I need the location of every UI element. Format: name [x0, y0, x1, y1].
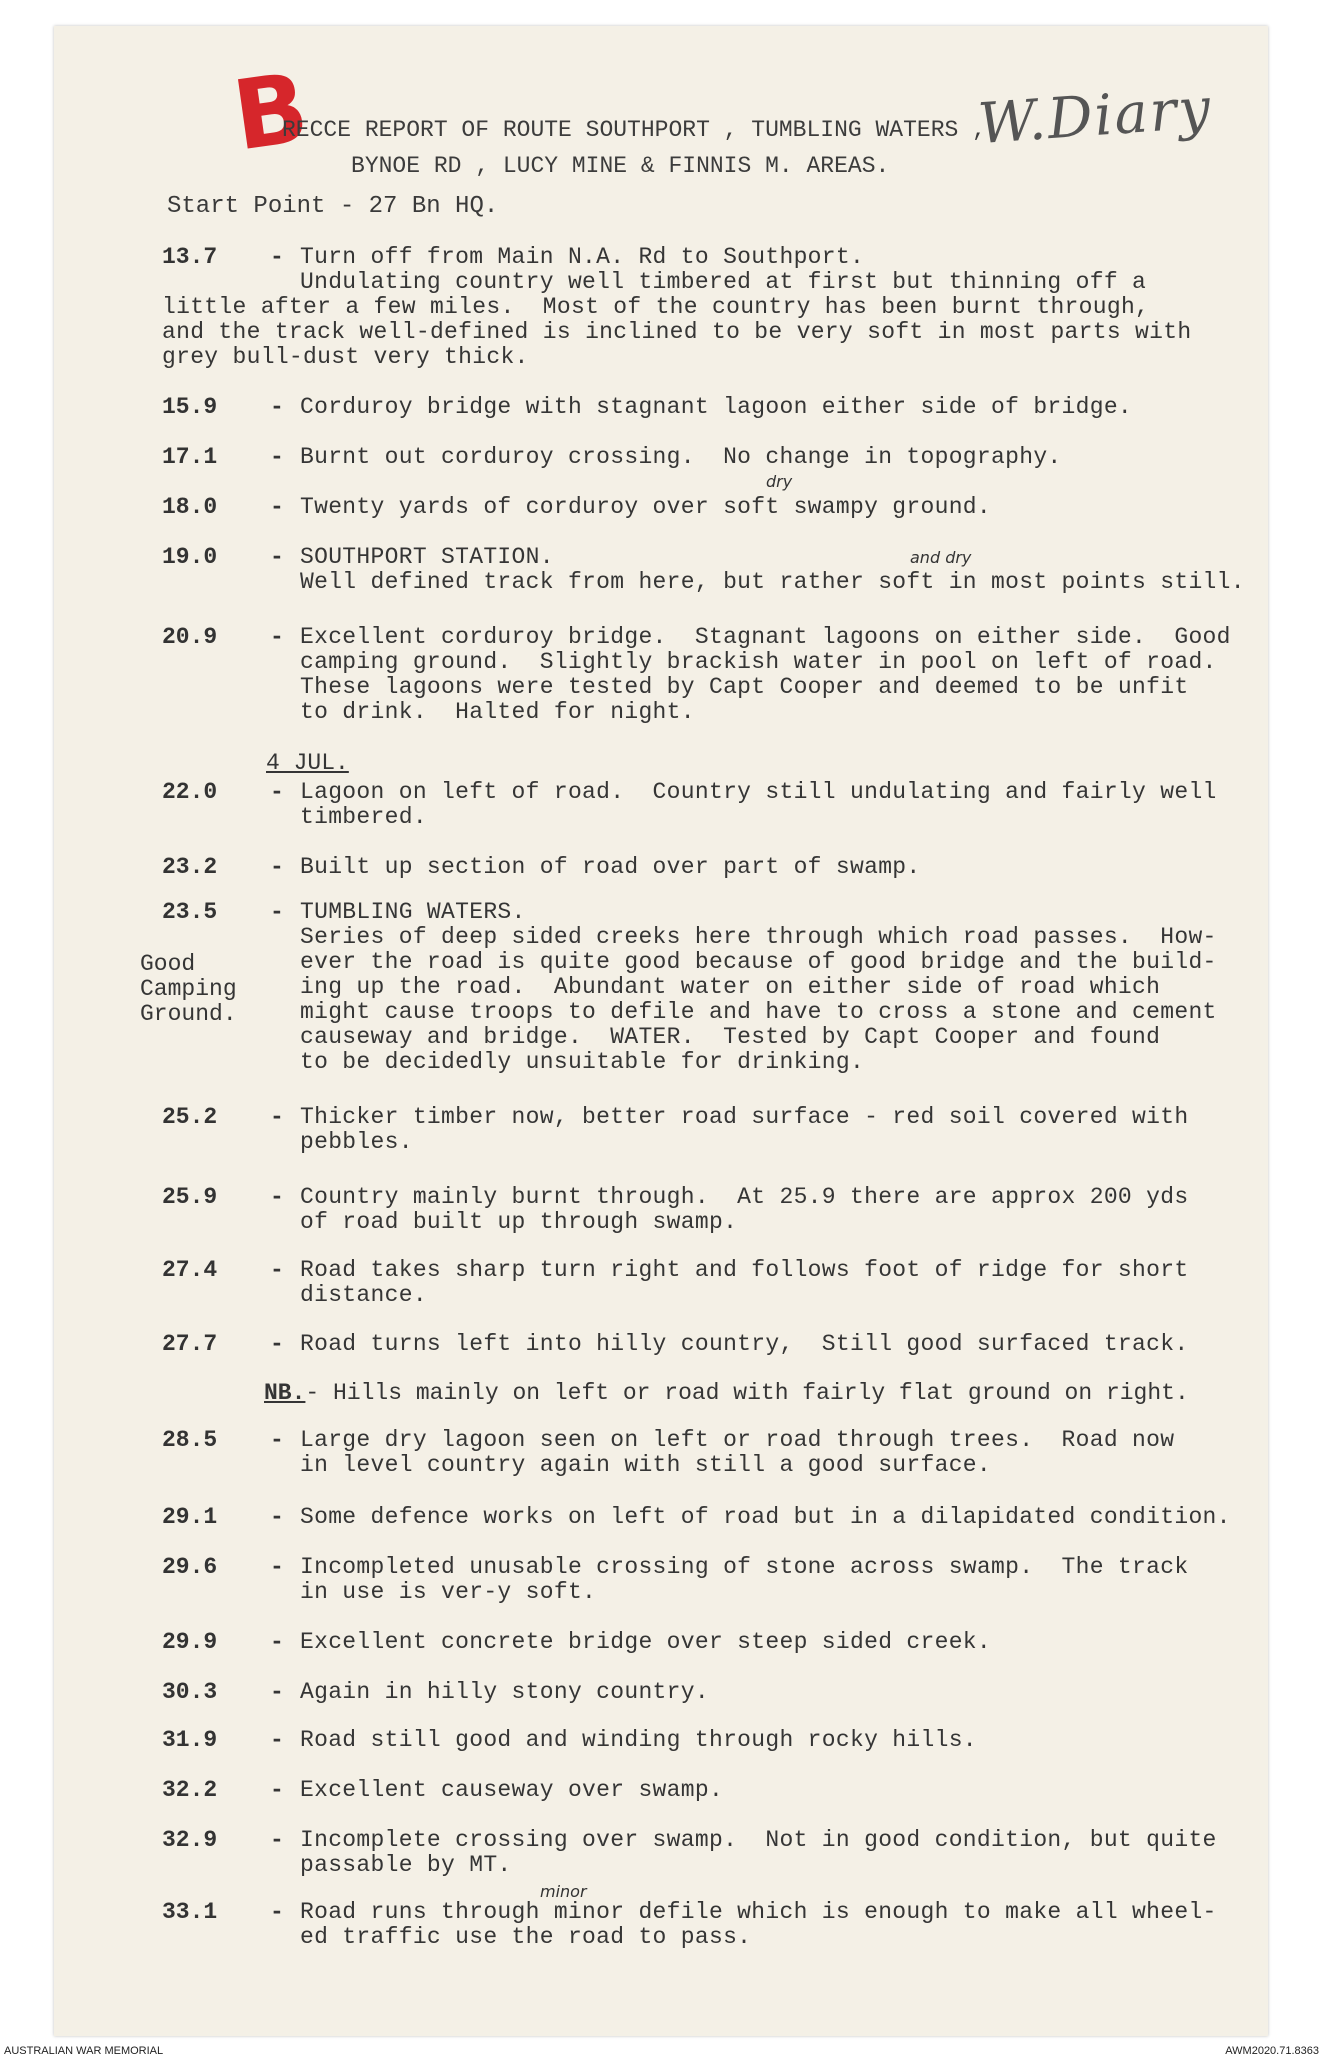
entry-text	[300, 1680, 1252, 1705]
entry-text	[300, 445, 1252, 470]
entry-mileage: 25.9	[162, 1184, 218, 1210]
entry-line: of road built up through swamp.	[300, 1209, 738, 1235]
entry-dash: -	[270, 1184, 284, 1210]
report-entry	[162, 1630, 1252, 1655]
entry-line: might cause troops to defile and have to cross a stone and cement	[300, 999, 1217, 1025]
entry-dash: -	[270, 1554, 284, 1580]
report-entry	[162, 1105, 1252, 1155]
entry-mileage: 27.4	[162, 1257, 218, 1283]
entry-mileage: 13.7	[162, 244, 218, 270]
entry-mileage: 23.5	[162, 899, 218, 925]
entry-text	[300, 855, 1252, 880]
entry-line: Well defined track from here, but rather soft in most points still.	[300, 569, 1245, 595]
entry-line: SOUTHPORT STATION.	[300, 544, 554, 570]
entry-mileage: 25.2	[162, 1104, 218, 1130]
entry-mileage: 27.7	[162, 1331, 218, 1357]
nb-text: - Hills mainly on left or road with fairly flat ground on right.	[305, 1380, 1189, 1406]
entry-line: Excellent concrete bridge over steep sided creek.	[300, 1629, 992, 1655]
entry-line: Road takes sharp turn right and follows foot of ridge for short	[300, 1257, 1189, 1283]
entry-text	[300, 545, 1252, 595]
entry-line: to be decidedly unsuitable for drinking.	[300, 1049, 865, 1075]
entry-text	[300, 1185, 1252, 1235]
entry-line: Turn off from Main N.A. Rd to Southport.	[300, 244, 865, 270]
entry-line: Excellent causeway over swamp.	[300, 1777, 724, 1803]
entry-line: Corduroy bridge with stagnant lagoon either side of bridge.	[300, 394, 1133, 420]
entry-text	[300, 1778, 1252, 1803]
report-entry	[162, 625, 1252, 725]
entry-line: Again in hilly stony country.	[300, 1679, 709, 1705]
entry-line: passable by MT.	[300, 1852, 512, 1878]
entry-text	[300, 1505, 1252, 1530]
title-line-2: BYNOE RD , LUCY MINE & FINNIS M. AREAS.	[351, 153, 890, 179]
entry-line: Excellent corduroy bridge. Stagnant lagoons on either side. Good	[300, 624, 1231, 650]
report-entry	[162, 495, 1252, 520]
nb-note	[264, 1380, 1264, 1406]
entry-line: Road turns left into hilly country, Still good surfaced track.	[300, 1331, 1189, 1357]
entry-text	[300, 1258, 1252, 1308]
entry-line: Built up section of road over part of swamp.	[300, 854, 921, 880]
entry-text	[300, 395, 1252, 420]
entry-dash: -	[270, 244, 284, 270]
entry-mileage: 33.1	[162, 1899, 218, 1925]
entry-line: and the track well-defined is inclined to be very soft in most parts with	[162, 319, 1192, 345]
entry-dash: -	[270, 1331, 284, 1357]
entry-line: timbered.	[300, 804, 427, 830]
handwritten-insert-dry: dry	[766, 472, 793, 491]
report-entry	[162, 900, 1252, 1075]
entry-line: in use is ver-y soft.	[300, 1579, 597, 1605]
entry-mileage: 18.0	[162, 494, 218, 520]
entry-line: distance.	[300, 1282, 427, 1308]
entry-text	[300, 1828, 1252, 1878]
entry-mileage: 23.2	[162, 854, 218, 880]
report-entry	[162, 780, 1252, 830]
handwritten-diary-note: W.Diary	[976, 75, 1215, 158]
entry-line: Incomplete crossing over swamp. Not in good condition, but quite	[300, 1827, 1217, 1853]
entry-line: Undulating country well timbered at first but thinning off a	[300, 269, 1147, 295]
entry-dash: -	[270, 1257, 284, 1283]
entry-line: Thicker timber now, better road surface - red soil covered with	[300, 1104, 1189, 1130]
entry-mileage: 19.0	[162, 544, 218, 570]
entry-line: Some defence works on left of road but in a dilapidated condition.	[300, 1504, 1231, 1530]
entry-text	[300, 1428, 1252, 1478]
entry-text	[300, 1630, 1252, 1655]
margin-note	[140, 952, 237, 1027]
report-entry	[162, 545, 1252, 595]
entry-line: Road still good and winding through rocky hills.	[300, 1727, 977, 1753]
footer-credit: AUSTRALIAN WAR MEMORIAL	[4, 2045, 164, 2057]
entry-mileage: 17.1	[162, 444, 218, 470]
entry-dash: -	[270, 1777, 284, 1803]
entry-line: Incompleted unusable crossing of stone across swamp. The track	[300, 1554, 1189, 1580]
entry-line: Large dry lagoon seen on left or road through trees. Road now	[300, 1427, 1175, 1453]
entry-line: camping ground. Slightly brackish water in pool on left of road.	[300, 649, 1217, 675]
margin-note-line: Camping	[140, 976, 237, 1002]
entry-line: Country mainly burnt through. At 25.9 there are approx 200 yds	[300, 1184, 1189, 1210]
entry-mileage: 29.6	[162, 1554, 218, 1580]
nb-label: NB.	[264, 1380, 306, 1406]
handwritten-insert-minor: minor	[540, 1882, 587, 1901]
entry-dash: -	[270, 624, 284, 650]
entry-dash: -	[270, 1679, 284, 1705]
report-entry	[162, 1778, 1252, 1803]
entry-mileage: 28.5	[162, 1427, 218, 1453]
footer-accession-number: AWM2020.71.8363	[1225, 2045, 1319, 2057]
entry-dash: -	[270, 394, 284, 420]
entry-text	[300, 625, 1252, 725]
start-point: Start Point - 27 Bn HQ.	[167, 193, 499, 220]
report-entry	[162, 1680, 1252, 1705]
entry-line: Road runs through minor defile which is enough to make all wheel-	[300, 1899, 1217, 1925]
entry-line: pebbles.	[300, 1129, 413, 1155]
entry-line: Series of deep sided creeks here through which road passes. How-	[300, 924, 1217, 950]
report-entry	[162, 1505, 1252, 1530]
report-entry	[162, 395, 1252, 420]
entry-mileage: 20.9	[162, 624, 218, 650]
entry-dash: -	[270, 1827, 284, 1853]
report-entry	[162, 855, 1252, 880]
entry-line: These lagoons were tested by Capt Cooper and deemed to be unfit	[300, 674, 1189, 700]
entry-line: to drink. Halted for night.	[300, 699, 695, 725]
entry-dash: -	[270, 444, 284, 470]
entry-line: TUMBLING WATERS.	[300, 899, 526, 925]
entry-mileage: 15.9	[162, 394, 218, 420]
entry-mileage: 32.9	[162, 1827, 218, 1853]
entry-dash: -	[270, 854, 284, 880]
entry-dash: -	[270, 544, 284, 570]
entry-text	[300, 1555, 1252, 1605]
entry-dash: -	[270, 779, 284, 805]
entry-text	[300, 495, 1252, 520]
entry-line: ing up the road. Abundant water on either side of road which	[300, 974, 1161, 1000]
entry-dash: -	[270, 1899, 284, 1925]
report-entry	[162, 1555, 1252, 1605]
report-title	[282, 112, 1082, 184]
entry-line: causeway and bridge. WATER. Tested by Capt Cooper and found	[300, 1024, 1161, 1050]
entry-dash: -	[270, 1104, 284, 1130]
report-entry	[162, 1428, 1252, 1478]
entry-mileage: 29.1	[162, 1504, 218, 1530]
entry-line: little after a few miles. Most of the country has been burnt through,	[162, 294, 1150, 320]
entry-text	[300, 900, 1252, 1075]
margin-note-line: Ground.	[140, 1001, 237, 1027]
entry-line: ever the road is quite good because of good bridge and the build-	[300, 949, 1217, 975]
entry-line: Lagoon on left of road. Country still undulating and fairly well	[300, 779, 1217, 805]
entry-text	[300, 780, 1252, 830]
entry-line: in level country again with still a good surface.	[300, 1452, 992, 1478]
report-entry	[162, 1900, 1252, 1950]
entry-mileage: 22.0	[162, 779, 218, 805]
date-heading: 4 JUL.	[266, 750, 349, 776]
entry-mileage: 31.9	[162, 1727, 218, 1753]
report-entry	[162, 445, 1252, 470]
entry-mileage: 32.2	[162, 1777, 218, 1803]
entry-mileage: 29.9	[162, 1629, 218, 1655]
entry-dash: -	[270, 1427, 284, 1453]
entry-text	[300, 1332, 1252, 1357]
margin-note-line: Good	[140, 951, 196, 977]
handwritten-insert-and-dry: and dry	[910, 548, 972, 567]
entry-line: Burnt out corduroy crossing. No change in topography.	[300, 444, 1062, 470]
entry-line: Twenty yards of corduroy over soft swampy ground.	[300, 494, 992, 520]
entry-dash: -	[270, 494, 284, 520]
entry-dash: -	[270, 1727, 284, 1753]
report-entry	[162, 1728, 1252, 1753]
report-entry	[162, 1185, 1252, 1235]
report-entry	[162, 245, 1252, 370]
entry-text	[300, 1900, 1252, 1950]
entry-dash: -	[270, 1629, 284, 1655]
entry-line: grey bull-dust very thick.	[162, 344, 529, 370]
report-entry	[162, 1258, 1252, 1308]
entry-text	[300, 1728, 1252, 1753]
entry-dash: -	[270, 1504, 284, 1530]
report-entry	[162, 1332, 1252, 1357]
title-line-1: RECCE REPORT OF ROUTE SOUTHPORT , TUMBLING WATERS ,	[282, 117, 986, 143]
entry-line: ed traffic use the road to pass.	[300, 1924, 752, 1950]
report-entry	[162, 1828, 1252, 1878]
entry-dash: -	[270, 899, 284, 925]
handwritten-letter-mark: B	[226, 51, 315, 173]
entry-mileage: 30.3	[162, 1679, 218, 1705]
entry-text	[300, 1105, 1252, 1155]
